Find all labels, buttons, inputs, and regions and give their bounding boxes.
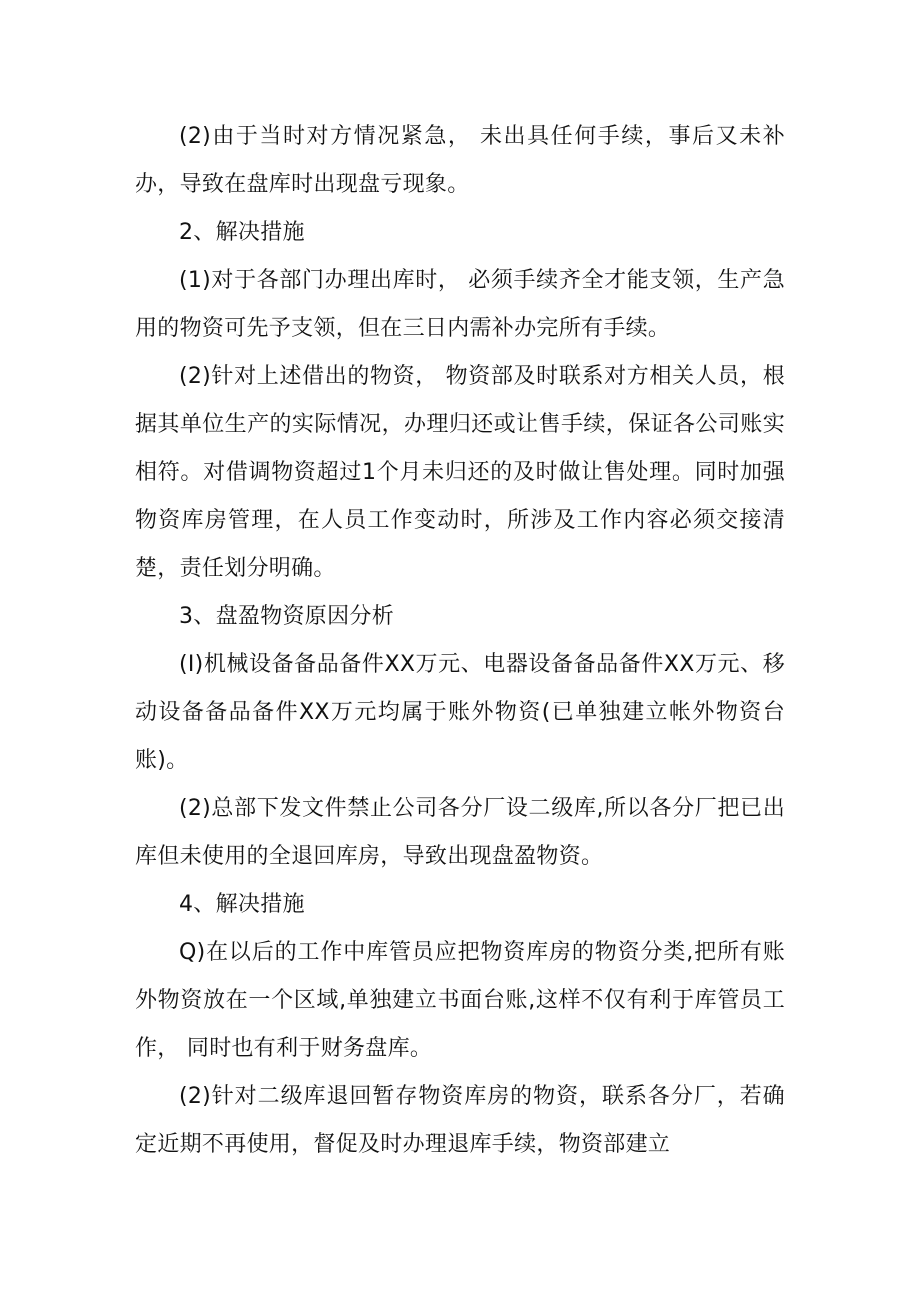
paragraph-1: (2)由于当时对方情况紧急， 未出具任何手续，事后又未补办，导致在盘库时出现盘亏现象。 bbox=[135, 124, 785, 197]
section-heading-3: 3、盘盈物资原因分析 bbox=[179, 604, 394, 629]
section-heading-4: 4、解决措施 bbox=[179, 892, 305, 917]
paragraph-3: (1)对于各部门办理出库时， 必须手续齐全才能支领，生产急用的物资可先予支领，但在三日内需补办完所有手续。 bbox=[135, 268, 785, 341]
paragraph-9: Q)在以后的工作中库管员应把物资库房的物资分类,把所有账外物资放在一个区域,单独建立书面台账,这样不仅有利于库管员工作， 同时也有利于财务盘库。 bbox=[135, 940, 785, 1061]
paragraph-6: (I)机械设备备品备件XX万元、电器设备备品备件XX万元、移动设备备品备件XX万元均属于账外物资(已单独建立帐外物资台账)。 bbox=[135, 652, 785, 773]
paragraph-10: (2)针对二级库退回暂存物资库房的物资，联系各分厂，若确定近期不再使用，督促及时办理退库手续，物资部建立 bbox=[135, 1084, 785, 1157]
paragraph-7: (2)总部下发文件禁止公司各分厂设二级库,所以各分厂把已出库但未使用的全退回库房，导致出现盘盈物资。 bbox=[135, 796, 785, 869]
document-body bbox=[135, 113, 785, 1169]
paragraph-4: (2)针对上述借出的物资， 物资部及时联系对方相关人员，根据其单位生产的实际情况，办理归还或让售手续，保证各公司账实相符。对借调物资超过1个月未归还的及时做让售处理。同时加强物资库房管理，在人员工作变动时，所涉及工作内容必须交接清楚，责任划分明确。 bbox=[135, 364, 785, 581]
section-heading-2: 2、解决措施 bbox=[179, 220, 305, 245]
